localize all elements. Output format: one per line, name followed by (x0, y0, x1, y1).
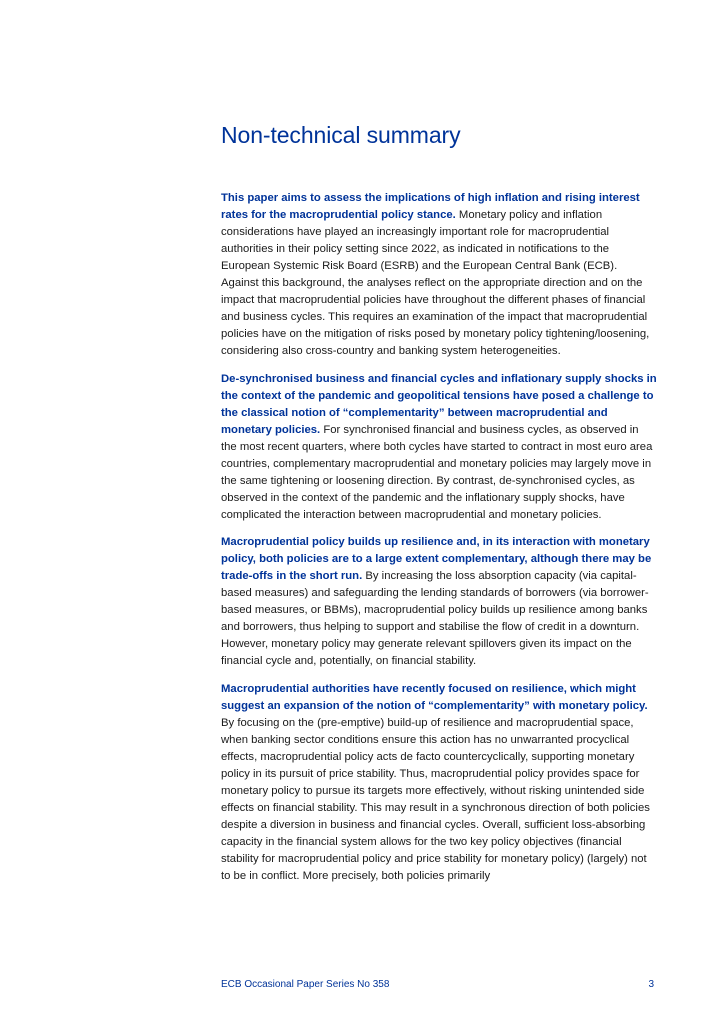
summary-body (221, 190, 657, 895)
paragraph (221, 190, 657, 360)
paragraph-lead: This paper aims to assess the implications of high inflation and rising interest rates for the macroprudential policy stance. (221, 192, 640, 221)
paragraph (221, 681, 657, 885)
paragraph-lead: Macroprudential policy builds up resilience and, in its interaction with monetary policy, both policies are to a large extent complementary, although there may be trade-offs in the short run. (221, 536, 652, 582)
paragraph-lead: Macroprudential authorities have recently focused on resilience, which might suggest an expansion of the notion of “complementarity” with monetary policy. (221, 682, 648, 712)
paragraph-text: Monetary policy and inflation considerations have played an increasingly important role for macroprudential authorities in their policy setting since 2022, as indicated in notifications to the European Systemic Risk Board (ESRB) and the European Central Bank (ECB). Against this background, the analyses reflect on the appropriate direction and on the impact that macroprudential policies have throughout the different phases of financial and business cycles. This requires an examination of the impact that macroprudential policies have on the mitigation of risks posed by monetary policy tightening/loosening, considering also cross-country and banking system heterogeneities. (221, 209, 650, 357)
paragraph (221, 371, 657, 524)
paragraph-text: By increasing the loss absorption capacity (via capital-based measures) and safeguarding the lending standards of borrowers (via borrower-based measures, or BBMs), macroprudential policy builds up resilience among banks and borrowers, thus helping to support and stabilise the flow of credit in a downturn. However, monetary policy may generate relevant spillovers given its impact on the financial cycle and, potentially, on financial stability. (221, 570, 649, 667)
paragraph (221, 534, 657, 670)
page-number: 3 (648, 979, 654, 990)
page-title: Non-technical summary (221, 122, 461, 148)
paragraph-lead: De-synchronised business and financial cycles and inflationary supply shocks in the context of the pandemic and geopolitical tensions have posed a challenge to the classical notion of “complementarity” between macroprudential and monetary policies. (221, 372, 657, 436)
footer-series: ECB Occasional Paper Series No 358 (221, 979, 390, 990)
paragraph-text: By focusing on the (pre-emptive) build-up of resilience and macroprudential space, when banking sector conditions ensure this action has no unwarranted procyclical effects, macroprudential policy acts de facto countercyclically, supporting monetary policy in its pursuit of price stability. Thus, macroprudential policy provides space for monetary policy to pursue its targets more effectively, without risking unintended side effects on financial stability. This may result in a synchronous direction of both policies despite a diversion in business and financial cycles. Overall, sufficient loss-absorbing capacity in the financial system allows for the two key policy objectives (financial stability for macroprudential policy and price stability for monetary policy) (largely) not to be in conflict. More precisely, both policies primarily (221, 716, 650, 882)
paragraph-text: For synchronised financial and business cycles, as observed in the most recent quarters, where both cycles have started to contract in most euro area countries, complementary macroprudential and monetary policies may largely move in the same tightening or loosening direction. By contrast, de-synchronised cycles, as observed in the context of the pandemic and the inflationary supply shocks, have complicated the interaction between macroprudential and monetary policies. (221, 423, 653, 521)
